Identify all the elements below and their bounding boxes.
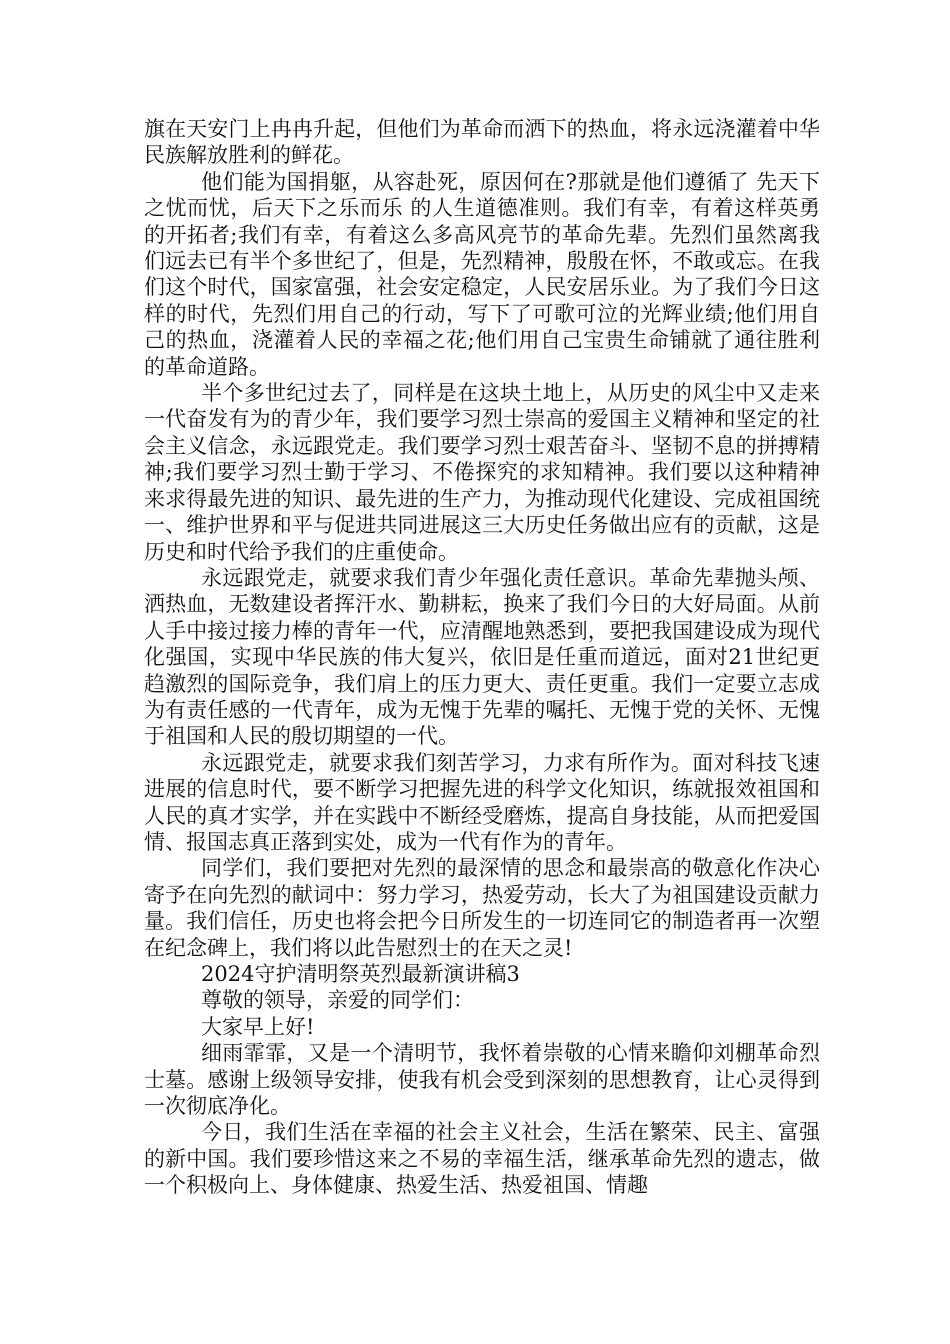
document-page	[144, 116, 820, 1199]
paragraph: 今日，我们生活在幸福的社会主义社会，生活在繁荣、民主、富强的新中国。我们要珍惜这来之不易的幸福生活，继承革命先烈的遗志，做一个积极向上、身体健康、热爱生活、热爱祖国、情趣	[144, 1120, 820, 1198]
paragraph: 永远跟党走，就要求我们青少年强化责任意识。革命先辈抛头颅、洒热血，无数建设者挥汗水、勤耕耘，换来了我们今日的大好局面。从前人手中接过接力棒的青年一代，应清醒地熟悉到，要把我国建设成为现代化强国，实现中华民族的伟大复兴，依旧是任重而道远，面对21世纪更趋激烈的国际竞争，我们肩上的压力更大、责任更重。我们一定要立志成为有责任感的一代青年，成为无愧于先辈的嘱托、无愧于党的关怀、无愧于祖国和人民的殷切期望的一代。	[144, 565, 820, 749]
paragraph: 细雨霏霏，又是一个清明节，我怀着崇敬的心情来瞻仰刘棚革命烈士墓。感谢上级领导安排，使我有机会受到深刻的思想教育，让心灵得到一次彻底净化。	[144, 1041, 820, 1119]
paragraph: 他们能为国捐躯，从容赴死，原因何在?那就是他们遵循了 先天下之忧而忧，后天下之乐而乐 的人生道德准则。我们有幸，有着这样英勇的开拓者;我们有幸，有着这么多高风亮节的革命先辈。先烈们虽然离我们远去已有半个多世纪了，但是，先烈精神，殷殷在怀，不敢或忘。在我们这个时代，国家富强，社会安定稳定，人民安居乐业。为了我们今日这样的时代，先烈们用自己的行动，写下了可歌可泣的光辉业绩;他们用自己的热血，浇灌着人民的幸福之花;他们用自己宝贵生命铺就了通往胜利的革命道路。	[144, 169, 820, 379]
section-heading: 2024守护清明祭英烈最新演讲稿3	[201, 962, 520, 986]
greeting: 大家早上好!	[201, 1014, 315, 1039]
paragraph: 半个多世纪过去了，同样是在这块土地上，从历史的风尘中又走来一代奋发有为的青少年，我们要学习烈士崇高的爱国主义精神和坚定的社会主义信念，永远跟党走。我们要学习烈士艰苦奋斗、坚韧不息的拼搏精神;我们要学习烈士勤于学习、不倦探究的求知精神。我们要以这种精神来求得最先进的知识、最先进的生产力，为推动现代化建设、完成祖国统一、维护世界和平与促进共同进展这三大历史任务做出应有的贡献，这是历史和时代给予我们的庄重使命。	[144, 381, 820, 564]
paragraph-continuation: 旗在天安门上冉冉升起，但他们为革命而洒下的热血，将永远浇灌着中华民族解放胜利的鲜花。	[144, 117, 820, 168]
paragraph: 同学们，我们要把对先烈的最深情的思念和最崇高的敬意化作决心寄予在向先烈的献词中：努力学习，热爱劳动，长大了为祖国建设贡献力量。我们信任，历史也将会把今日所发生的一切连同它的制造者再一次塑在纪念碑上，我们将以此告慰烈士的在天之灵!	[144, 856, 820, 960]
salutation: 尊敬的领导，亲爱的同学们：	[201, 988, 474, 1013]
paragraph: 永远跟党走，就要求我们刻苦学习，力求有所作为。面对科技飞速进展的信息时代，要不断学习把握先进的科学文化知识，练就报效祖国和人民的真才实学，并在实践中不断经受磨炼，提高自身技能，从而把爱国情、报国志真正落到实处，成为一代有作为的青年。	[144, 750, 820, 854]
